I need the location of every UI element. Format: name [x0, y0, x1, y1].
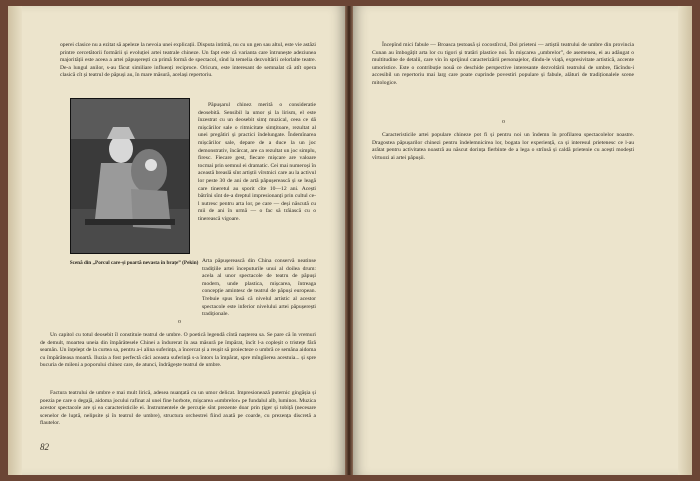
left-para-umbre2: [40, 390, 316, 428]
left-para-puppets: [198, 102, 316, 224]
right-para-bottom: [372, 132, 634, 162]
left-para-arta-text: Arta păpușerească din China conservă neatinse tradițiile artei începuturile unui al doilea drum: acela al unor spectacole de teatru de păpuși modern, unde plastica, mișcarea, întreaga concepție amintesc de teatrul de păpuși european. Trebuie spus însă că nivelul artistic al acestor spectacole este inferior nivelului artei păpușerești tradiționale.: [202, 258, 316, 318]
left-para-top-text: operei clasice nu a ezitat să apeleze la nevoia unei explicații. Disputa intimă, nu cu un gen sau altul, este vie astăzi printre cercetătorii formării și evoluției artei teatrale chineze. Un fapt este că varianta care întrunește adeziunea majorității este aceea a artei păpușerești ca primă formă de spectacol, sînd la temelia dezvoltării celorlalte teatre. De-a lungul anilor, s-au făcut similiare influenți reciproce. Oricum, este interesant de semnalat că atît opera clasică cît și teatrul de păpuși au, în mare măsură, același repertoriu.: [60, 42, 316, 79]
right-para-bottom-text: Caracteristicile artei populare chineze pot fi și pentru noi un îndemn în profilarea spectacolelor noastre. Dragostea păpușarilor chinezi pentru îndelemnicirea lor, bogata lor experiență, ca și interesul prietenesc ce l-au arătat pentru activitatea noastră au născut dorința fierbinte de a lega o strînsă și caldă prietenie cu acești modești vîrtuozi ai artei păpușii.: [372, 132, 634, 161]
right-page: [352, 6, 692, 475]
left-para-arta: [60, 258, 316, 319]
book-gutter: [345, 6, 353, 475]
left-para-puppets-text: Păpușarul chinez merită o consideratie deosebită. Sensibil la umor și la lirism, el este înzestrat cu un deosebit simț muzical, ceea ce dă mișcărilor sale o ritmicitate simțitoare, rezultat al unei pregătiri și practici îndelungate. Îndemînarea mișcărilor sale, depare de a duce la un joc demonstrativ, încărcat, are ca rezultat un joc simplu, firesc. Fiecare gest, fiecare mișcare are valoare tocmai prin semnul ei dramatic. Cei mai numeroși în această breaslă sînt artiștii vîrstnici care au la activul lor peste 30 de ani de artă păpușerească și se leagă care tineretul au sporit cîte 10—12 ani. Acești bătrîni sînt de-a dreptul impresionanți prin cultul ce-l nutresc pentru arta lor, pe care — deși născută cu mii de ani în urmă — o fac să trăiască cu o tinerească vigoare.: [198, 102, 316, 222]
right-para-top-text: Începînd mici fabule — Broasca țestoasă și cocostîrcul, Doi prieteni — artiștii teatrului de umbre din provincia Cunan au îmbogățit arta lor cu tigori și tratări plastice noi. În mișcarea „umbrelor”, de asemenea, ei au adăugat o multitudine de detalii, care vin în sprijinul caracterizării personajelor, dîndu-le viață, expresivitate artistică, accente umoristice. Este o contribuție nouă ce deschide perspective interesante dezvoltării teatrului de umbre, făcîndu-i accesibil un repertoriu mai larg care poate cuprinde povestiri populare și fabule, alături de tradiționalele scene mitologice.: [372, 42, 634, 86]
left-separator: o: [178, 319, 181, 325]
left-para-umbre1: [40, 332, 316, 370]
right-separator: o: [502, 119, 505, 125]
left-para-umbre1-text: Un capitol cu totul deosebit îl constituie teatrul de umbre. O poetică legendă cîntă nașterea sa. Se pare că în vremuri de demult, moartea uneia din împărătesele Chinei a îndurerat în asa măsură pe împărat, încît l-a copleșit o tristețe fără seamăn. Un înțelept de la curtea sa, pentru a-i alina suferința, a încercat și a reușit să proiecteze o umbră ce semăna aidoma cu împărăteasa moartă. Iluzia a fost perfectă căci aceasta suferință s-a întors la împărat, spre mîngîierea acestuia... și spre bucuria de mileni a poporului chinez care, de atunci, îndrăgește teatrul de umbre.: [40, 332, 316, 369]
puppet-photo: [70, 98, 190, 254]
right-page-edge: [678, 6, 692, 475]
left-page: [8, 6, 346, 475]
photo-caption: Scenă din „Porcul care-și poartă nevasta în brațe” (Pekin): [69, 260, 199, 266]
puppet-scene-illustration: [71, 99, 189, 253]
right-para-top: [372, 42, 634, 88]
left-para-top: [60, 42, 316, 80]
page-number-left: 82: [40, 442, 49, 452]
left-para-umbre2-text: Factura teatrului de umbre e mai mult lirică, adesea nuanțată cu un umor delicat. Impresionează puternic gingășia și poezia pe care o degajă, aidoma jocului rafinat al unei fine horbote, mișcarea «umbrelor» pe fundalul alb, luminos. Muzica acestor spectacole are și ea caracteristicile ei. Instrumentele de percuție sînt prezente doar prin țiger și tobiță (necesare scenelor de luptă, nelipsite și în teatrul de umbre), structura orchestrei fiind axată pe coarde, cu prezența discretă a flautelor.: [40, 390, 316, 427]
left-page-edge: [8, 6, 22, 475]
